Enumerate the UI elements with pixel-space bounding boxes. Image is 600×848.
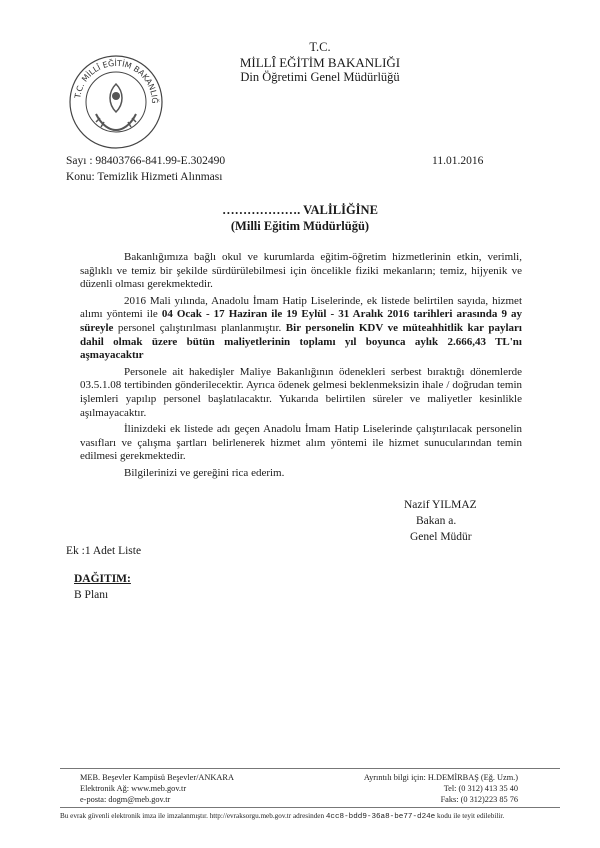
document-date: 11.01.2016: [432, 155, 484, 167]
header-ministry: MİLLÎ EĞİTİM BAKANLIĞI: [239, 55, 401, 70]
paragraph-2: 2016 Mali yılında, Anadolu İmam Hatip Liselerinde, ek listede belirtilen sayıda, hizmet alımı yöntemi ile 04 Ocak - 17 Haziran ile 19 Eylül - 31 Aralık 2016 tarihleri arasında 9 ay süreyle personel çalıştırılması planlanmıştır. Bir personelin KDV ve müteahhitlik kar payları dahil olmak üzere bütün maliyetlerinin toplamı yıl boyunca aylık 2.666,43 TL'nı aşmayacaktır: [80, 294, 522, 362]
header-department: Din Öğretimi Genel Müdürlüğü: [240, 70, 400, 84]
letter-body: [80, 251, 522, 484]
verification-line: Bu evrak güvenli elektronik imza ile imzalanmıştır. http://evraksorgu.meb.gov.tr adresinden 4cc8-bdd9-36a8-be77-d24e kodu ile teyit edilebilir.: [60, 812, 505, 821]
signatory-title-1: Bakan a.: [416, 515, 457, 527]
distribution-heading: DAĞITIM:: [74, 573, 131, 585]
footer-address: MEB. Beşevler Kampüsü Beşevler/ANKARA: [80, 773, 234, 782]
footer-contact: Ayrıntılı bilgi için: H.DEMİRBAŞ (Eğ. Uzm.): [363, 773, 518, 782]
header-tc: T.C.: [309, 40, 331, 54]
distribution-item: B Planı: [74, 589, 109, 601]
footer-rule: [60, 768, 560, 769]
paragraph-3: Personele ait hakedişler Maliye Bakanlığının ödenekleri serbest bıraktığı dönemlerde 03.5.1.08 tertibinden gönderilecektir. Ayrıca ödenek gelmesi beklenmeksizin ihale / doğrudan temin işlemleri yapılıp personel başlatılacaktır. Yukarıda belirtilen süreler ve maliyetler kesinlikle aşılmayacaktır.: [80, 365, 522, 419]
paragraph-5: Bilgilerinizi ve gereğini rica ederim.: [124, 466, 285, 479]
paragraph-4: İlinizdeki ek listede adı geçen Anadolu İmam Hatip Liselerinde çalıştırılacak personelin vasıfları ve çalışma şartları belirlenerek hizmet alım yöntemi ile hizmet sunucularından temin edilmesi gerekmektedir.: [80, 423, 522, 463]
footer-email: e-posta: dogm@meb.gov.tr: [80, 795, 171, 804]
attachment-note: Ek :1 Adet Liste: [66, 545, 142, 557]
signatory-title-2: Genel Müdür: [410, 531, 472, 543]
paragraph-1: Bakanlığımıza bağlı okul ve kurumlarda eğitim-öğretim hizmetlerinin etkin, verimli, sağlıklı ve temiz bir şekilde sürdürülebilmesi için öncelikle fiziki mekanların; temiz, hijyenik ve düzenli olması gerekmektedir.: [80, 251, 522, 291]
footer-rule-2: [60, 807, 560, 808]
seal-text: T.C. MİLLÎ EĞİTİM BAKANLIĞ: [73, 58, 160, 104]
footer-web: Elektronik Ağ: www.meb.gov.tr: [80, 784, 187, 793]
addressee: ………………. VALİLİĞİNE: [222, 203, 378, 217]
addressee-subtitle: (Milli Eğitim Müdürlüğü): [230, 219, 370, 233]
document-number: Sayı : 98403766-841.99-E.302490: [66, 155, 226, 167]
footer-tel: Tel: (0 312) 413 35 40: [443, 784, 518, 793]
verification-code: 4cc8-bdd9-36a8-be77-d24e: [325, 813, 436, 821]
document-subject: Konu: Temizlik Hizmeti Alınması: [66, 171, 223, 183]
signatory-name: Nazif YILMAZ: [404, 499, 477, 511]
footer-fax: Faks: (0 312)223 85 76: [440, 795, 518, 804]
